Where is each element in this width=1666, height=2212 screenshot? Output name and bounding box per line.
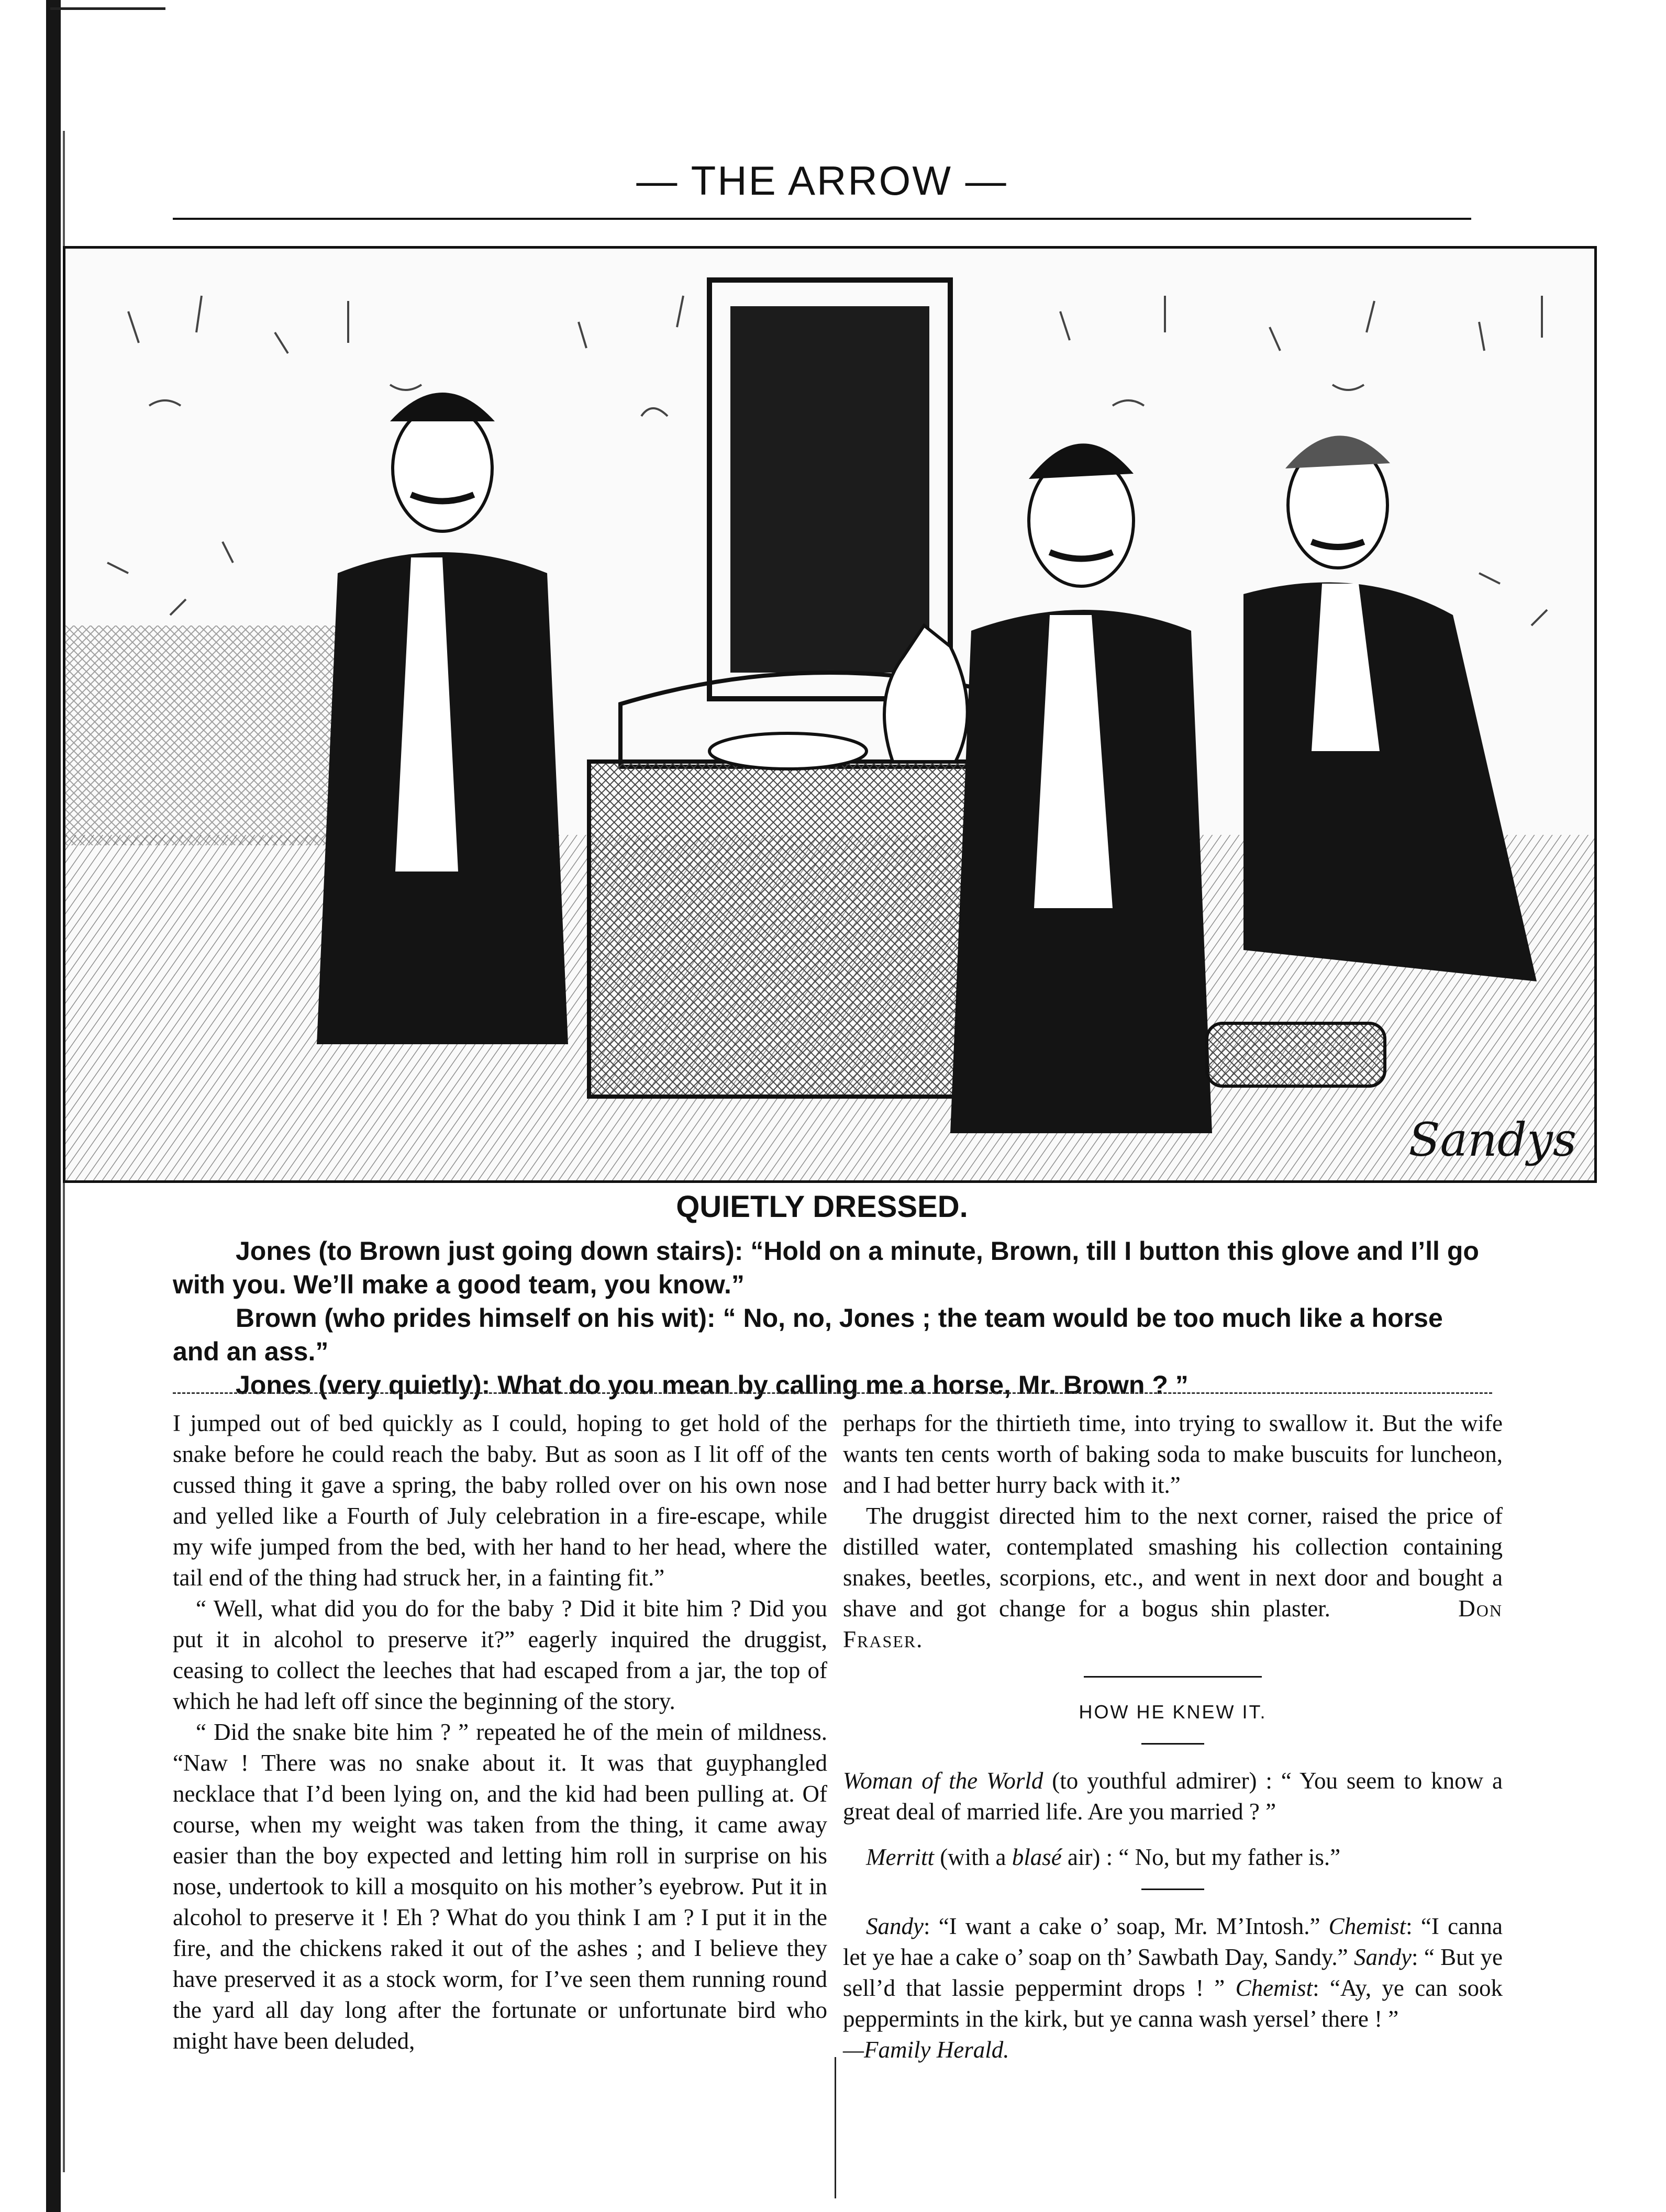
mirror-glass	[730, 306, 929, 673]
speaker-woman: Woman of the World	[843, 1768, 1043, 1794]
story-byline: Don Fraser.	[843, 1595, 1503, 1652]
how-he-knew-paragraph-1	[843, 1766, 1503, 1827]
artist-signature: Sandys	[1408, 1113, 1576, 1167]
how-he-knew-paragraph-2	[843, 1842, 1503, 1873]
caption-line-jones-reply: Jones (very quietly): What do you mean by calling me a horse, Mr. Brown ? ”	[236, 1370, 1189, 1400]
caption-title: QUIETLY DRESSED.	[676, 1190, 968, 1224]
caption-line-brown: Brown (who prides himself on his wit): “ No, no, Jones ; the team would be too much like a horse and an ass.”	[173, 1303, 1443, 1366]
story-paragraph	[843, 1501, 1503, 1655]
how-he-knew-heading: HOW HE KNEW IT.	[1079, 1701, 1267, 1723]
footstool	[1207, 1023, 1385, 1086]
speaker-merritt: Merritt	[866, 1844, 934, 1870]
cartoon-drawing	[65, 249, 1594, 1180]
figure-brown	[950, 443, 1212, 1133]
wash-basin	[709, 733, 867, 769]
masthead-dash-left: —	[636, 158, 691, 204]
story-paragraph: I jumped out of bed quickly as I could, hoping to get hold of the snake before he could reach the baby. But as soon as I lit off of the cussed thing it gave a spring, the baby rolled over on his own nose and yelled like a Fourth of July celebration in a fire-escape, while my wife jumped from the bed, with her hand to her head, where the tail end of the thing had struck her, in a fainting fit.”	[173, 1410, 827, 1591]
sandy-anecdote	[843, 1911, 1503, 2065]
caption-body	[173, 1234, 1492, 1402]
speaker-chemist: Chemist	[1328, 1913, 1406, 1939]
scan-corner-mark	[50, 7, 165, 10]
story-paragraph: “ Did the snake bite him ? ” repeated he of the mein of mildness. “Naw ! There was no snake about it. It was that guyphangled necklace that I’d been lying on, and the kid had been pulling at. Of course, when my weight was taken from the thing, it came away easier than the boy expected and letting him roll in surprise on his nose, undertook to kill a mosquito on his mother’s eyebrow. Put it in alcohol to preserve it ! Eh ? What do you think I am ? I put it in the fire, and the chickens raked it out of the ashes ; and I believe they have preserved it as a stock worm, for I’ve seen them running round the yard all day long after the fortunate or unfortunate bird who might have been deluded,	[173, 1719, 827, 2054]
section-rule	[1084, 1676, 1262, 1678]
dialogue-text: (to youthful admirer) : “ You seem to know a great deal of married life. Are you married ? ”	[843, 1768, 1503, 1825]
dialogue-text: : “Ay, ye can sook peppermints in the kirk, but ye canna wash yersel’ there ! ”	[843, 1975, 1503, 2032]
story-paragraph-text: The druggist directed him to the next corner, raised the price of distilled water, contemplated smashing his collection containing snakes, beetles, scorpions, etc., and went in next door and bought a shave and got change for a bogus shin plaster.	[843, 1503, 1503, 1622]
masthead-dash-right: —	[952, 158, 1008, 204]
wall-shading	[65, 625, 359, 845]
dialogue-text: (with a	[934, 1844, 1012, 1870]
dialogue-text: air) : “ No, but my father is.”	[1061, 1844, 1341, 1870]
source-credit: —Family Herald.	[843, 2037, 1009, 2063]
story-column-right	[843, 1408, 1503, 2065]
dialogue-text: : “ But ye sell’d that lassie peppermint drops ! ”	[843, 1944, 1503, 2001]
speaker-sandy: Sandy	[866, 1913, 924, 1939]
masthead-title: THE ARROW	[691, 158, 952, 204]
blase-word: blasé	[1012, 1844, 1062, 1870]
story-column-left	[173, 1408, 827, 2057]
dialogue-text: : “I canna let ye hae a cake o’ soap on th’ Sawbath Day, Sandy.”	[843, 1913, 1503, 1970]
cartoon-illustration	[63, 246, 1597, 1183]
dialogue-text: : “I want a cake o’ soap, Mr. M’Intosh.”	[923, 1913, 1329, 1939]
column-divider	[835, 2057, 836, 2198]
section-separator	[173, 1392, 1492, 1394]
caption-line-jones: Jones (to Brown just going down stairs): “Hold on a minute, Brown, till I button this glove and I’ll go with you. We’ll make a good team, you know.”	[173, 1236, 1479, 1299]
section-rule-short	[1141, 1743, 1204, 1745]
figure-seated-man	[1243, 435, 1537, 981]
speaker-chemist: Chemist	[1235, 1975, 1313, 2001]
figure-jones	[317, 393, 568, 1044]
section-rule-short	[1141, 1889, 1204, 1890]
masthead-rule	[173, 218, 1471, 220]
masthead	[173, 157, 1471, 205]
story-paragraph: “ Well, what did you do for the baby ? Did it bite him ? Did you put it in alcohol to preserve it?” eagerly inquired the druggist, ceasing to collect the leeches that had escaped from a jar, the top of which he had left off since the beginning of the story.	[173, 1595, 827, 1714]
scan-edge-bar	[46, 0, 61, 2212]
story-paragraph: perhaps for the thirtieth time, into trying to swallow it. But the wife wants ten cents worth of baking soda to make buscuits for luncheon, and I had better hurry back with it.”	[843, 1410, 1503, 1498]
speaker-sandy: Sandy	[1353, 1944, 1412, 1970]
